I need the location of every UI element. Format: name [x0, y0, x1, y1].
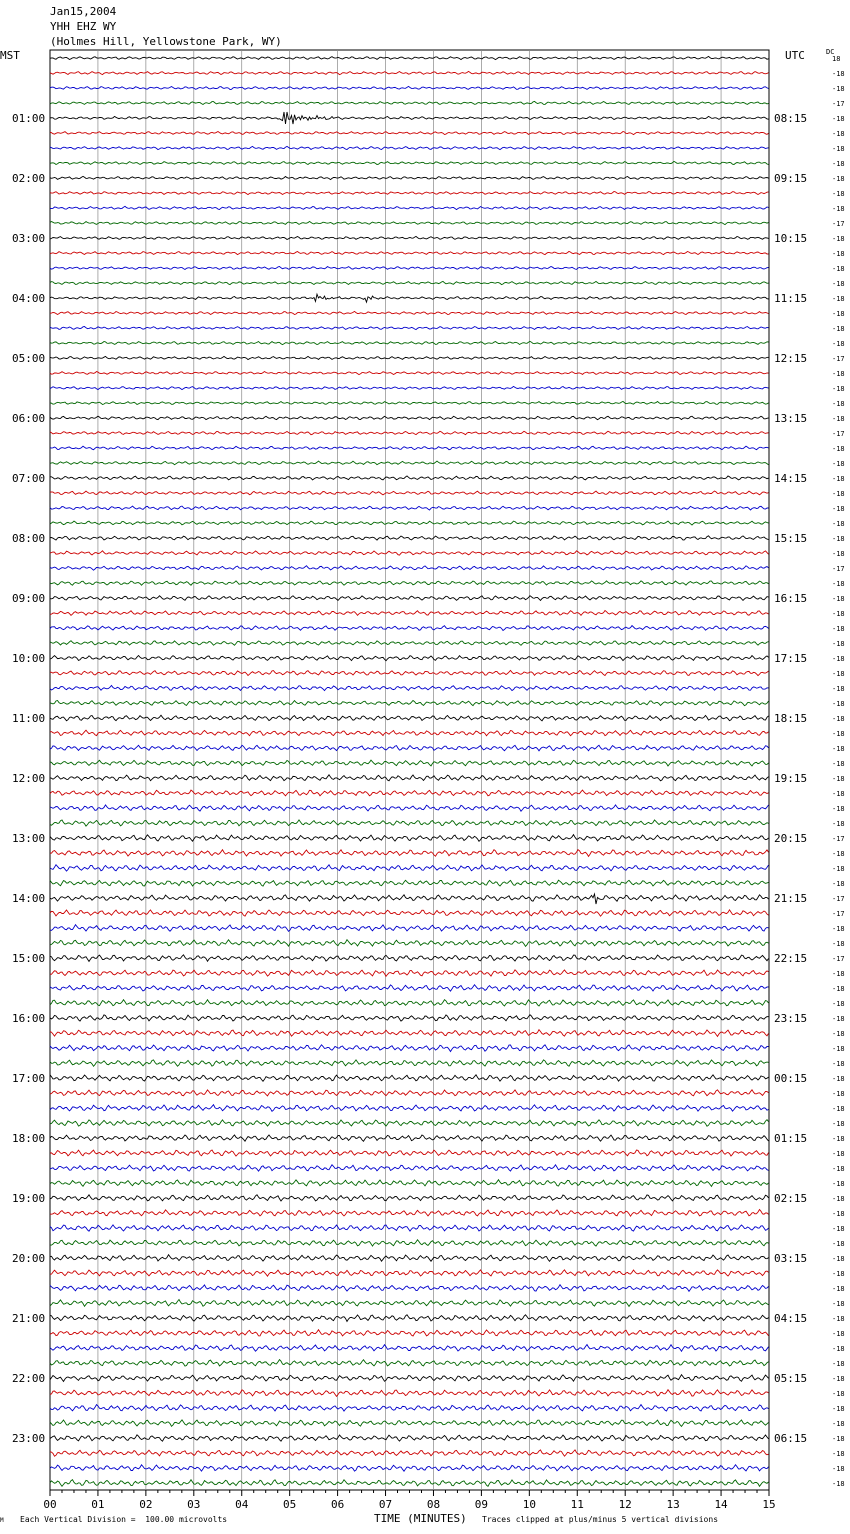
seismic-trace	[50, 1120, 769, 1127]
x-tick-label: 15	[762, 1498, 776, 1511]
seismic-trace	[50, 1285, 769, 1292]
dc-offset-label: -18	[832, 1435, 845, 1443]
seismic-trace	[50, 311, 769, 314]
right-hour-label: 18:15	[774, 712, 808, 725]
dc-offset-label: -18	[832, 1135, 845, 1143]
dc-offset-label: -18	[832, 1390, 845, 1398]
dc-offset-label: -18	[832, 1015, 845, 1023]
dc-offset-label: -17	[832, 100, 845, 108]
dc-offset-label: -18	[832, 625, 845, 633]
dc-offset-label: -17	[832, 220, 845, 228]
right-hour-label: 17:15	[774, 652, 808, 665]
dc-offset-label: -18	[832, 760, 845, 768]
dc-offset-label: -18	[832, 1165, 845, 1173]
right-hour-label: 20:15	[774, 832, 808, 845]
dc-offset-label: -18	[832, 475, 845, 483]
seismic-trace	[50, 1300, 769, 1307]
dc-offset-label: -18	[832, 865, 845, 873]
right-timezone: UTC	[785, 49, 805, 62]
dc-offset-label: -18	[832, 160, 845, 168]
dc-offset-label: -18	[832, 1210, 845, 1218]
dc-offset-label: -18	[832, 940, 845, 948]
dc-offset-label: -18	[832, 190, 845, 198]
seismic-trace	[50, 1210, 769, 1217]
x-tick-label: 01	[91, 1498, 105, 1511]
dc-offset-label: -18	[832, 610, 845, 618]
left-hour-label: 21:00	[12, 1312, 46, 1325]
dc-offset-label: -18	[832, 850, 845, 858]
dc-offset-label: -17	[832, 955, 845, 963]
seismic-trace	[50, 1480, 769, 1487]
seismic-trace	[50, 476, 769, 480]
left-hour-label: 20:00	[12, 1252, 46, 1265]
dc-offset-label: -18	[832, 655, 845, 663]
right-hour-label: 22:15	[774, 952, 808, 965]
seismic-trace	[50, 835, 769, 842]
dc-offset-label: -18	[832, 295, 845, 303]
x-tick-label: 12	[618, 1498, 632, 1511]
dc-offset-label: -18	[832, 1375, 845, 1383]
dc-offset-label: -18	[832, 715, 845, 723]
seismic-trace	[50, 101, 769, 104]
dc-offset-label: -18	[832, 445, 845, 453]
seismic-trace	[50, 71, 769, 74]
seismic-trace	[50, 1240, 769, 1246]
right-hour-label: 21:15	[774, 892, 808, 905]
seismic-trace	[50, 236, 769, 239]
seismic-trace	[50, 820, 769, 826]
seismic-trace	[50, 1150, 769, 1156]
dc-offset-label: -17	[832, 430, 845, 438]
seismic-trace	[50, 940, 769, 947]
seismic-trace	[50, 192, 769, 195]
left-hour-label: 07:00	[12, 472, 46, 485]
x-tick-label: 00	[43, 1498, 57, 1511]
dc-offset-label: -18	[832, 1360, 845, 1368]
dc-offset-label: -18	[832, 1045, 845, 1053]
left-hour-label: 05:00	[12, 352, 46, 365]
right-hour-label: 08:15	[774, 112, 808, 125]
dc-offset-label: -18	[832, 385, 845, 393]
seismic-trace	[50, 581, 769, 585]
dc-offset-label: -18	[832, 145, 845, 153]
left-hour-label: 10:00	[12, 652, 46, 665]
plot-frame	[50, 50, 769, 1490]
dc-offset-label: -18	[832, 205, 845, 213]
x-tick-label: 09	[474, 1498, 489, 1511]
seismic-trace	[50, 701, 769, 706]
seismic-trace	[50, 596, 769, 601]
right-hour-label: 00:15	[774, 1072, 808, 1085]
dc-offset-label: -18	[832, 85, 845, 93]
seismic-trace	[50, 985, 769, 991]
seismic-trace	[50, 1045, 769, 1052]
dc-offset-label: -18	[832, 1000, 845, 1008]
seismic-trace	[50, 880, 769, 886]
seismic-trace	[50, 56, 769, 59]
right-hour-label: 19:15	[774, 772, 808, 785]
seismic-trace	[50, 294, 769, 302]
seismic-trace	[50, 416, 769, 420]
seismic-trace	[50, 251, 769, 254]
dc-offset-label: -18	[832, 1450, 845, 1458]
right-hour-label: 11:15	[774, 292, 808, 305]
left-hour-label: 09:00	[12, 592, 46, 605]
right-hour-label: 04:15	[774, 1312, 808, 1325]
seismic-trace	[50, 760, 769, 766]
seismic-trace	[50, 1225, 769, 1231]
dc-offset-label: -18	[832, 1150, 845, 1158]
dc-offset-label: -18	[832, 400, 845, 408]
right-hour-label: 03:15	[774, 1252, 808, 1265]
dc-offset-label: -18	[832, 175, 845, 183]
right-hour-label: 12:15	[774, 352, 808, 365]
seismic-trace	[50, 1105, 769, 1112]
x-tick-label: 05	[283, 1498, 297, 1511]
left-hour-label: 16:00	[12, 1012, 46, 1025]
seismic-trace	[50, 805, 769, 811]
dc-offset-label: -17	[832, 910, 845, 918]
dc-offset-label: -18	[832, 700, 845, 708]
seismic-trace	[50, 221, 769, 224]
seismic-trace	[50, 1075, 769, 1082]
dc-offset-label: -18	[832, 1255, 845, 1263]
seismic-trace	[50, 132, 769, 135]
seismic-trace	[50, 1015, 769, 1021]
dc-offset-label: -18	[832, 820, 845, 828]
seismic-trace	[50, 1465, 769, 1472]
left-hour-label: 11:00	[12, 712, 46, 725]
plot-date: Jan15,2004	[50, 5, 117, 18]
seismic-trace	[50, 431, 769, 434]
dc-offset-label: -18	[832, 685, 845, 693]
left-hour-label: 01:00	[12, 112, 46, 125]
seismic-trace	[50, 161, 769, 164]
dc-offset-label: -18	[832, 325, 845, 333]
dc-offset-label: -18	[832, 1465, 845, 1473]
seismic-trace	[50, 112, 769, 124]
x-tick-label: 03	[187, 1498, 201, 1511]
dc-offset-label: -17	[832, 355, 845, 363]
left-hour-label: 23:00	[12, 1432, 46, 1445]
seismic-trace	[50, 1375, 769, 1382]
dc-offset-label: -18	[832, 1075, 845, 1083]
dc-offset-label: -18	[832, 70, 845, 78]
dc-offset-label: -18	[832, 115, 845, 123]
x-axis-label: TIME (MINUTES)	[374, 1512, 467, 1525]
seismic-trace	[50, 386, 769, 389]
x-tick-label: 04	[235, 1498, 249, 1511]
dc-offset-label: -18	[832, 1090, 845, 1098]
seismic-trace	[50, 1180, 769, 1187]
dc-offset-label: -18	[832, 280, 845, 288]
dc-offset-label: -18	[832, 1480, 845, 1488]
left-hour-label: 19:00	[12, 1192, 46, 1205]
dc-offset-label: -18	[832, 775, 845, 783]
x-tick-label: 11	[570, 1498, 584, 1511]
seismic-trace	[50, 491, 769, 495]
seismic-trace	[50, 955, 769, 962]
left-hour-label: 22:00	[12, 1372, 46, 1385]
dc-offset-label: -18	[832, 1420, 845, 1428]
seismic-trace	[50, 670, 769, 675]
left-hour-label: 12:00	[12, 772, 46, 785]
x-tick-label: 13	[666, 1498, 680, 1511]
seismic-trace	[50, 1135, 769, 1141]
seismic-trace	[50, 775, 769, 781]
seismic-trace	[50, 850, 769, 857]
left-hour-label: 13:00	[12, 832, 46, 845]
seismic-trace	[50, 1060, 769, 1066]
seismic-trace	[50, 1420, 769, 1427]
seismic-trace	[50, 1405, 769, 1412]
dc-offset-label: -18	[832, 880, 845, 888]
seismic-trace	[50, 446, 769, 450]
dc-offset-label: -18	[832, 1030, 845, 1038]
right-hour-label: 02:15	[774, 1192, 808, 1205]
dc-offset-label: -18	[832, 1180, 845, 1188]
left-hour-label: 08:00	[12, 532, 46, 545]
dc-offset-label: -18	[832, 310, 845, 318]
dc-label: DC	[826, 48, 835, 56]
dc-offset-label: -18	[832, 1300, 845, 1308]
seismic-trace	[50, 1360, 769, 1367]
dc-offset-label: -18	[832, 790, 845, 798]
dc-offset-label: -18	[832, 1285, 845, 1293]
dc-offset-label: -17	[832, 835, 845, 843]
x-tick-label: 08	[426, 1498, 441, 1511]
seismic-trace	[50, 656, 769, 661]
dc-offset-label: -18	[832, 925, 845, 933]
dc-offset-label: -17	[832, 895, 845, 903]
x-tick-label: 02	[139, 1498, 153, 1511]
seismic-trace	[50, 356, 769, 359]
right-hour-label: 15:15	[774, 532, 808, 545]
seismic-trace	[50, 745, 769, 751]
dc-offset-label: -18	[832, 745, 845, 753]
seismic-trace	[50, 401, 769, 404]
right-hour-label: 23:15	[774, 1012, 808, 1025]
station-code: YHH EHZ WY	[50, 20, 117, 33]
dc-offset-label: -18	[832, 130, 845, 138]
seismic-trace	[50, 1435, 769, 1441]
seismic-trace	[50, 865, 769, 871]
seismic-trace	[50, 372, 769, 375]
seismic-trace	[50, 611, 769, 616]
dc-offset-label: -18	[832, 550, 845, 558]
dc-offset-label: -18	[832, 1345, 845, 1353]
dc-offset-label: -18	[832, 265, 845, 273]
seismic-trace	[50, 1315, 769, 1322]
seismic-trace	[50, 1000, 769, 1006]
right-hour-label: 14:15	[774, 472, 808, 485]
scale-note: Each Vertical Division = 100.00 microvolts	[20, 1515, 228, 1524]
dc-offset-label: -18	[832, 640, 845, 648]
clip-note: Traces clipped at plus/minus 5 vertical divisions	[482, 1515, 719, 1524]
dc-offset-label: -18	[832, 250, 845, 258]
left-hour-label: 06:00	[12, 412, 46, 425]
left-hour-label: 17:00	[12, 1072, 46, 1085]
station-location: (Holmes Hill, Yellowstone Park, WY)	[50, 35, 282, 48]
dc-offset-label: -18	[832, 235, 845, 243]
dc-offset-label: -18	[832, 595, 845, 603]
seismic-trace	[50, 1195, 769, 1201]
dc-offset-label: -18	[832, 970, 845, 978]
seismic-trace	[50, 86, 769, 89]
seismic-trace	[50, 506, 769, 510]
seismic-trace	[50, 551, 769, 555]
seismic-trace	[50, 1345, 769, 1352]
right-hour-label: 10:15	[774, 232, 808, 245]
left-hour-label: 03:00	[12, 232, 46, 245]
dc-offset-label: -18	[832, 1060, 845, 1068]
dc-offset-label: -18	[832, 505, 845, 513]
dc-offset-label: -18	[832, 370, 845, 378]
left-hour-label: 18:00	[12, 1132, 46, 1145]
seismic-trace	[50, 626, 769, 631]
dc-offset-label: -18	[832, 670, 845, 678]
left-hour-label: 02:00	[12, 172, 46, 185]
seismic-trace	[50, 1450, 769, 1456]
seismic-trace	[50, 1255, 769, 1262]
seismic-trace	[50, 521, 769, 525]
x-tick-label: 06	[330, 1498, 345, 1511]
dc-offset-label: -18	[832, 340, 845, 348]
dc-offset-label: -18	[832, 1405, 845, 1413]
right-hour-label: 16:15	[774, 592, 808, 605]
seismic-trace	[50, 730, 769, 736]
seismic-trace	[50, 267, 769, 270]
x-tick-label: 10	[522, 1498, 536, 1511]
dc-offset-label: -18	[832, 1315, 845, 1323]
right-hour-label: 13:15	[774, 412, 808, 425]
seismic-trace	[50, 970, 769, 977]
seismic-trace	[50, 1165, 769, 1171]
seismic-trace	[50, 1090, 769, 1096]
left-hour-label: 14:00	[12, 892, 46, 905]
dc-offset-label: -18	[832, 805, 845, 813]
seismic-trace	[50, 327, 769, 330]
dc-offset-label: -18	[832, 1105, 845, 1113]
seismic-trace	[50, 461, 769, 465]
dc-offset-label: -18	[832, 1240, 845, 1248]
seismic-trace	[50, 1270, 769, 1276]
seismic-trace	[50, 146, 769, 149]
left-hour-label: 04:00	[12, 292, 46, 305]
dc-offset-label: -18	[832, 985, 845, 993]
seismic-trace	[50, 1390, 769, 1397]
dc-offset-label: -18	[832, 535, 845, 543]
seismic-trace	[50, 341, 769, 344]
left-hour-label: 15:00	[12, 952, 46, 965]
right-hour-label: 05:15	[774, 1372, 808, 1385]
dc-offset-label: 18	[832, 55, 841, 63]
seismic-trace	[50, 715, 769, 721]
seismic-trace	[50, 925, 769, 932]
dc-offset-label: -18	[832, 730, 845, 738]
seismic-trace	[50, 894, 769, 904]
dc-offset-label: -17	[832, 565, 845, 573]
dc-offset-label: -18	[832, 1120, 845, 1128]
corner-mark: M	[0, 1517, 4, 1524]
right-hour-label: 01:15	[774, 1132, 808, 1145]
seismic-trace	[50, 910, 769, 916]
dc-offset-label: -18	[832, 1330, 845, 1338]
dc-offset-label: -18	[832, 1195, 845, 1203]
seismic-trace	[50, 206, 769, 209]
dc-offset-label: -18	[832, 1270, 845, 1278]
dc-offset-label: -18	[832, 415, 845, 423]
seismic-trace	[50, 536, 769, 540]
seismic-trace	[50, 641, 769, 646]
dc-offset-label: -18	[832, 460, 845, 468]
x-tick-label: 14	[714, 1498, 728, 1511]
right-hour-label: 09:15	[774, 172, 808, 185]
dc-offset-label: -18	[832, 520, 845, 528]
seismic-trace	[50, 686, 769, 691]
x-tick-label: 07	[378, 1498, 393, 1511]
seismic-trace	[50, 281, 769, 284]
seismic-trace	[50, 1030, 769, 1037]
left-timezone: MST	[0, 49, 20, 62]
seismic-trace	[50, 790, 769, 796]
right-hour-label: 06:15	[774, 1432, 808, 1445]
seismic-trace	[50, 1330, 769, 1336]
seismic-trace	[50, 566, 769, 571]
dc-offset-label: -18	[832, 490, 845, 498]
dc-offset-label: -18	[832, 580, 845, 588]
dc-offset-label: -18	[832, 1225, 845, 1233]
seismic-trace	[50, 176, 769, 179]
